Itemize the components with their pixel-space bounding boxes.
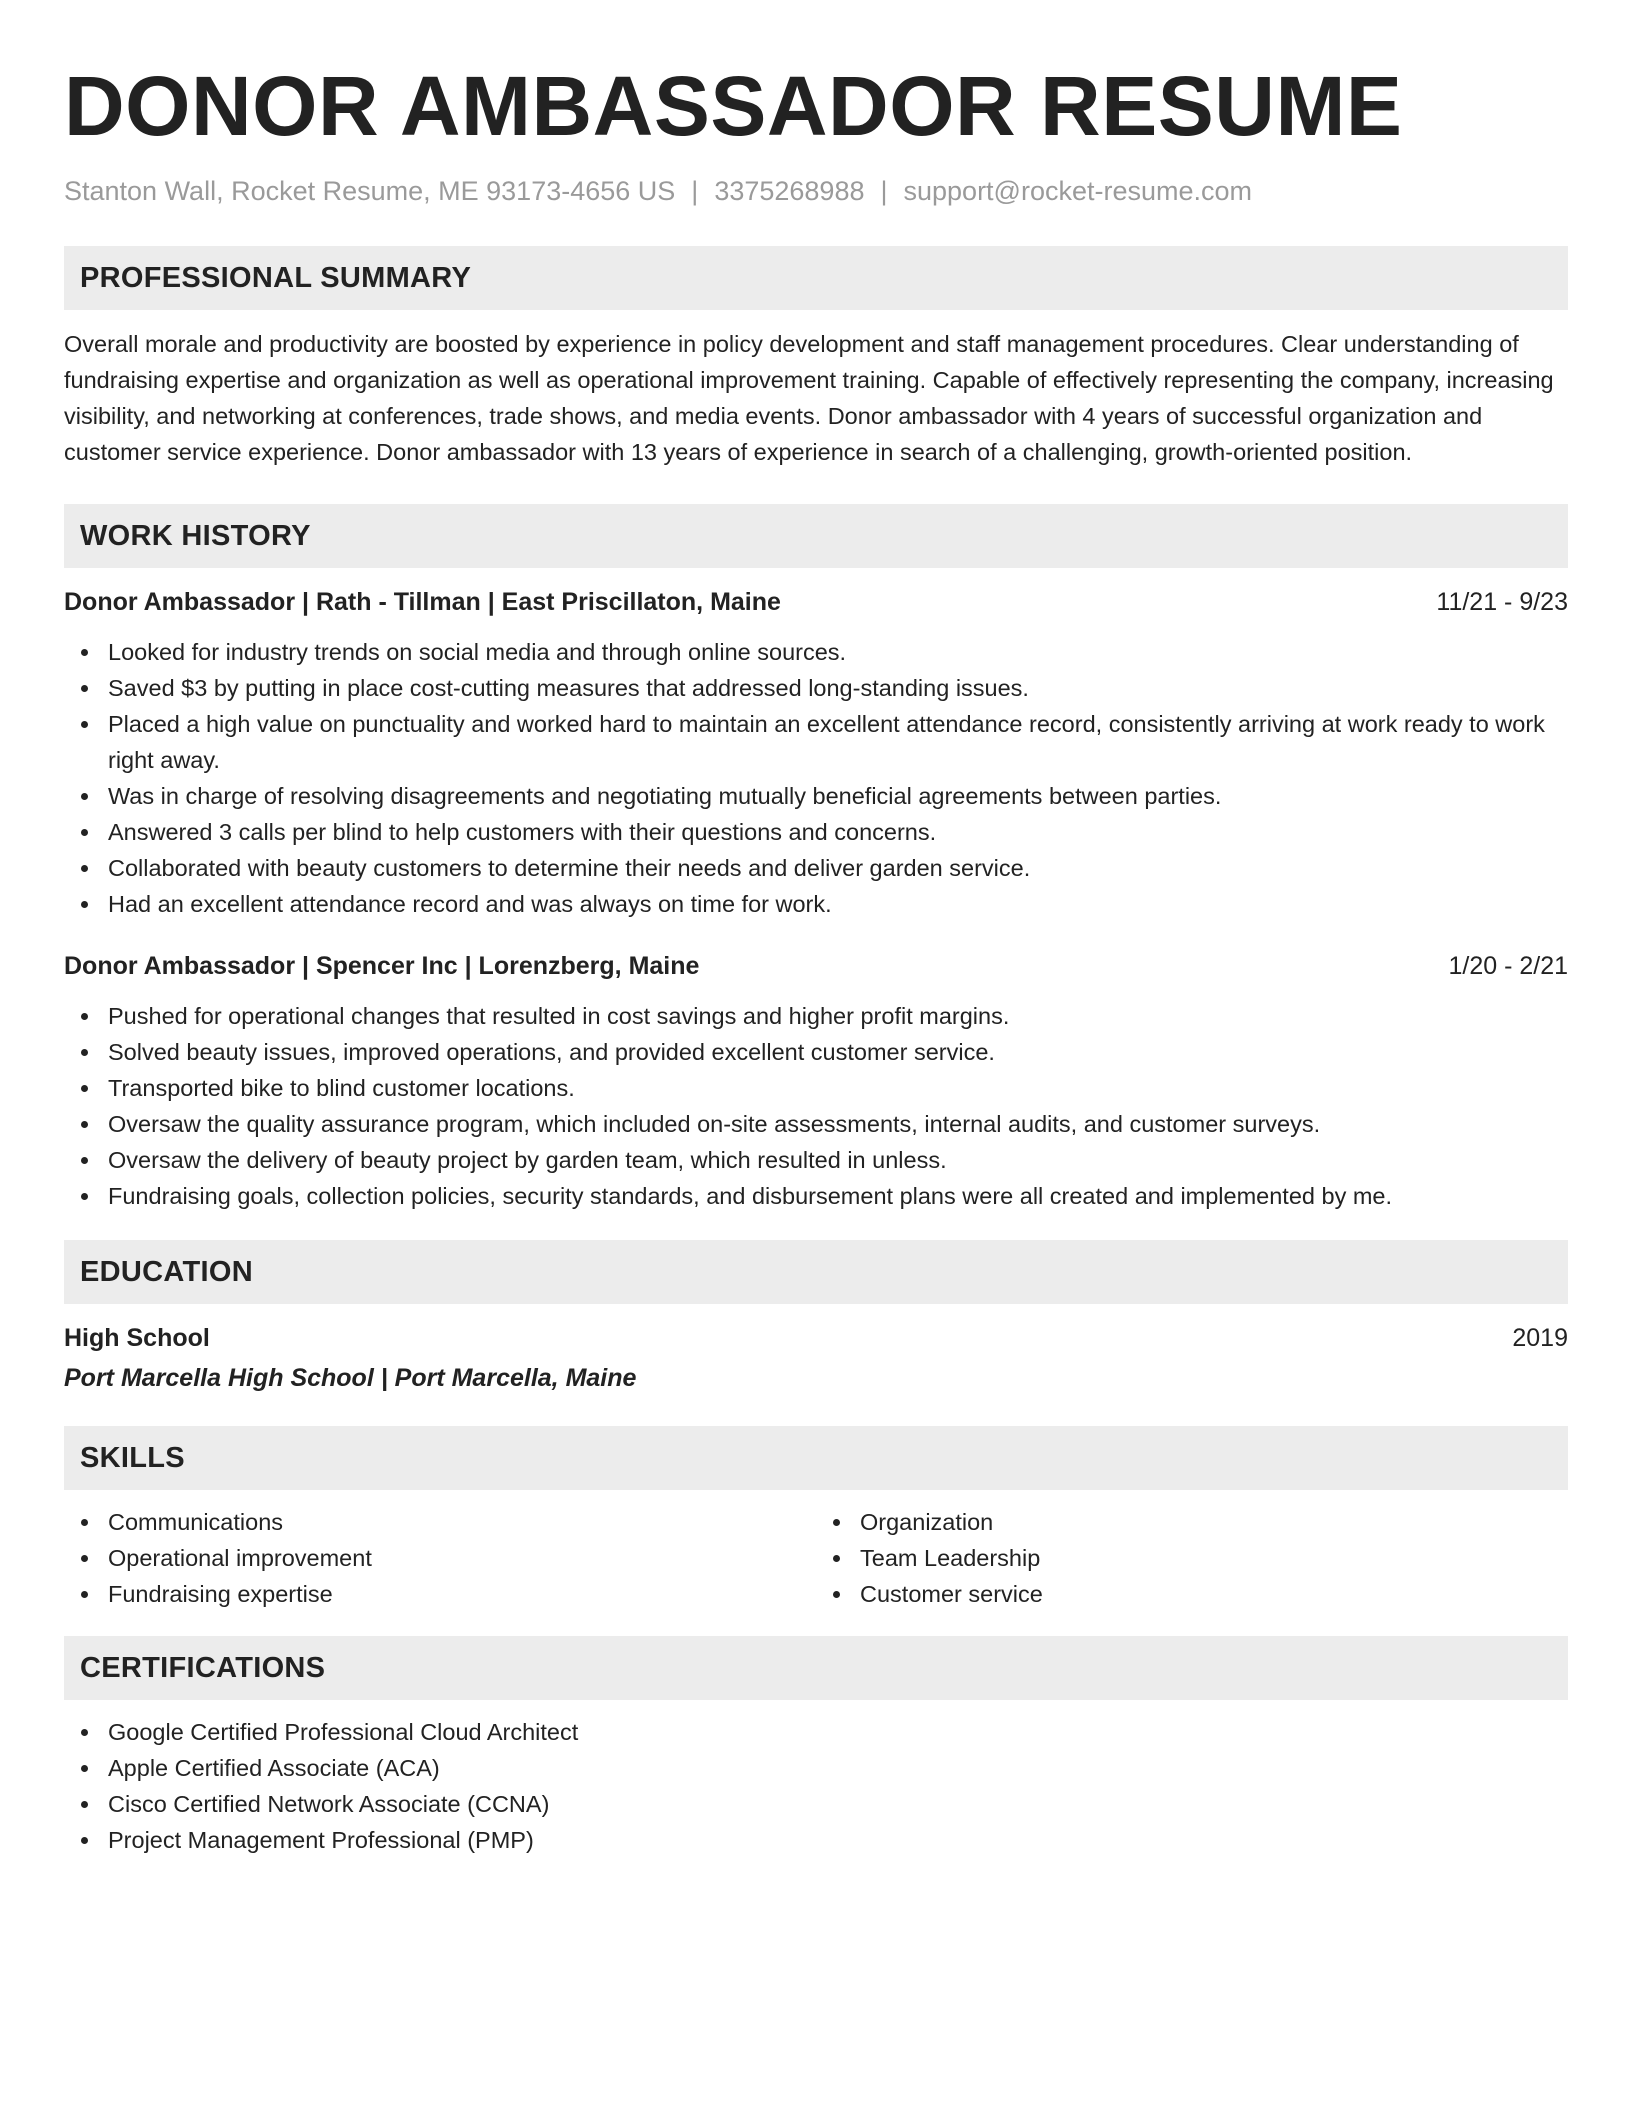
list-item: Operational improvement	[108, 1540, 816, 1576]
job-title: Donor Ambassador | Spencer Inc | Lorenzberg, Maine	[64, 952, 700, 980]
job-entry	[64, 584, 1568, 922]
certifications-heading: CERTIFICATIONS	[64, 1636, 1568, 1700]
job-title: Donor Ambassador | Rath - Tillman | East Priscillaton, Maine	[64, 588, 781, 616]
job-bullets	[64, 634, 1568, 922]
education-header	[64, 1320, 1568, 1356]
list-item: Google Certified Professional Cloud Architect	[108, 1714, 1568, 1750]
list-item: Solved beauty issues, improved operations, and provided excellent customer service.	[108, 1034, 1568, 1070]
skills-grid	[64, 1490, 1568, 1612]
list-item: Fundraising expertise	[108, 1576, 816, 1612]
job-bullets	[64, 998, 1568, 1214]
job-dates: 11/21 - 9/23	[1436, 588, 1568, 616]
list-item: Answered 3 calls per blind to help customers with their questions and concerns.	[108, 814, 1568, 850]
list-item: Customer service	[860, 1576, 1568, 1612]
skills-right-column	[816, 1504, 1568, 1612]
list-item: Organization	[860, 1504, 1568, 1540]
skills-left-column	[64, 1504, 816, 1612]
job-header	[64, 584, 1568, 620]
list-item: Communications	[108, 1504, 816, 1540]
list-item: Oversaw the delivery of beauty project by garden team, which resulted in unless.	[108, 1142, 1568, 1178]
list-item: Cisco Certified Network Associate (CCNA)	[108, 1786, 1568, 1822]
list-item: Apple Certified Associate (ACA)	[108, 1750, 1568, 1786]
list-item: Was in charge of resolving disagreements and negotiating mutually beneficial agreements between parties.	[108, 778, 1568, 814]
list-item: Collaborated with beauty customers to determine their needs and deliver garden service.	[108, 850, 1568, 886]
contact-line	[64, 174, 1568, 208]
education-year: 2019	[1512, 1324, 1568, 1352]
education-entry	[64, 1320, 1568, 1396]
list-item: Oversaw the quality assurance program, which included on-site assessments, internal audits, and customer surveys.	[108, 1106, 1568, 1142]
contact-separator: |	[691, 176, 699, 206]
summary-text: Overall morale and productivity are boosted by experience in policy development and staff management procedures. Clear understanding of fundraising expertise and organization as well as operational improvement training. Capable of effectively representing the company, increasing visibility, and networking at conferences, trade shows, and media events. Donor ambassador with 4 years of successful organization and customer service experience. Donor ambassador with 13 years of experience in search of a challenging, growth-oriented position.	[64, 331, 1554, 465]
job-dates: 1/20 - 2/21	[1448, 952, 1568, 980]
education-school: Port Marcella High School | Port Marcella, Maine	[64, 1364, 637, 1392]
work-history-heading: WORK HISTORY	[64, 504, 1568, 568]
contact-phone: 3375268988	[714, 176, 865, 206]
education-degree: High School	[64, 1324, 210, 1352]
list-item: Placed a high value on punctuality and worked hard to maintain an excellent attendance record, consistently arriving at work ready to work right away.	[108, 706, 1568, 778]
summary-heading: PROFESSIONAL SUMMARY	[64, 246, 1568, 310]
list-item: Saved $3 by putting in place cost-cutting measures that addressed long-standing issues.	[108, 670, 1568, 706]
certifications-list	[64, 1714, 1568, 1858]
list-item: Project Management Professional (PMP)	[108, 1822, 1568, 1858]
list-item: Pushed for operational changes that resulted in cost savings and higher profit margins.	[108, 998, 1568, 1034]
contact-email: support@rocket-resume.com	[903, 176, 1253, 206]
list-item: Team Leadership	[860, 1540, 1568, 1576]
list-item: Looked for industry trends on social media and through online sources.	[108, 634, 1568, 670]
contact-address: Stanton Wall, Rocket Resume, ME 93173-4656 US	[64, 176, 676, 206]
contact-separator: |	[880, 176, 888, 206]
job-header	[64, 948, 1568, 984]
skills-heading: SKILLS	[64, 1426, 1568, 1490]
education-heading: EDUCATION	[64, 1240, 1568, 1304]
resume-title: DONOR AMBASSADOR RESUME	[64, 59, 1403, 153]
list-item: Fundraising goals, collection policies, security standards, and disbursement plans were all created and implemented by me.	[108, 1178, 1568, 1214]
list-item: Transported bike to blind customer locations.	[108, 1070, 1568, 1106]
job-entry	[64, 948, 1568, 1214]
list-item: Had an excellent attendance record and was always on time for work.	[108, 886, 1568, 922]
